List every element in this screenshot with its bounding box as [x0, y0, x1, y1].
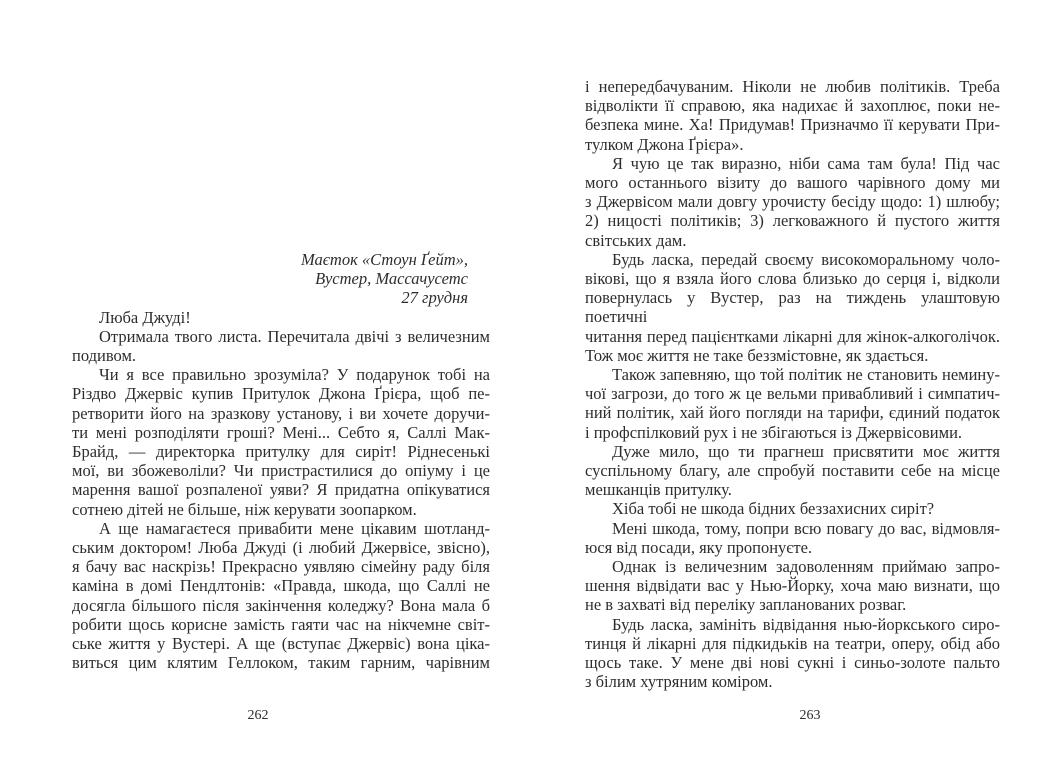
text-line: Чи я все правильно зрозуміла? У подарунок тобі на: [99, 365, 490, 385]
text-line: каміна в домі Пендлтонів: «Правда, шкода, що Саллі не: [72, 576, 490, 596]
paragraph: [585, 557, 1000, 615]
text-line: шення відвідати вас у Нью-Йорку, хоча маю визнати, що: [585, 576, 1000, 596]
paragraph: [72, 365, 490, 519]
paragraph: [585, 442, 1000, 500]
text-line: сотнею дітей не більше, ніж керувати зоопарком.: [72, 499, 417, 519]
text-line: юся від посади, яку пропонуєте.: [585, 537, 813, 557]
text-line: Хіба тобі не шкода бідних беззахисних сиріт?: [612, 499, 935, 519]
letter-date-line: 27 грудня: [401, 288, 468, 308]
text-line: мешканців притулку.: [585, 480, 732, 500]
page-left-text-column: [72, 250, 490, 672]
text-line: ретворити його на зразкову установу, і ви хочете доручи-: [72, 403, 490, 423]
text-line: повернулась у Вустер, раз на тиждень улаштовую поетичні: [585, 288, 1000, 327]
paragraph: [585, 615, 1000, 692]
text-line: суспільному благу, але спробуй поставити себе на місце: [585, 461, 1000, 481]
text-line: відволікти її справою, яка надихає й захоплює, поки не-: [585, 96, 1000, 116]
text-line: досягла більшого після закінчення коледжу? Вона мала б: [72, 595, 490, 615]
paragraph: [585, 519, 1000, 557]
paragraph: [72, 327, 490, 365]
paragraph: [585, 77, 1000, 154]
text-line: виться цим клятим Геллоком, таким гарним, чарівним: [72, 653, 490, 673]
text-line: Різдво Джервіс купив Притулок Джона Ґрієра, щоб пе-: [72, 384, 490, 404]
text-line: світських дам.: [585, 230, 687, 250]
text-line: Однак із величезним задоволенням приймаю запро-: [612, 557, 1000, 577]
text-line: з білим хутряним коміром.: [585, 672, 773, 692]
paragraph: [585, 154, 1000, 250]
paragraph: [585, 499, 1000, 518]
text-line: Також запевняю, що той політик не становить немину-: [612, 365, 1000, 385]
text-line: безпека мине. Ха! Придумав! Призначмо її керувати При-: [585, 115, 1000, 135]
text-line: ти мені розподіляти гроші? Мені... Себто я, Саллі Мак-: [72, 422, 490, 442]
text-line: Брайд, — директорка притулку для сиріт! Ріднесенькі: [72, 442, 490, 462]
text-line: А ще намагаєтеся привабити мене цікавим шотланд-: [99, 518, 490, 538]
page-right-text-column: [585, 77, 1000, 692]
text-line: не в захваті від переліку запланованих розваг.: [585, 595, 907, 615]
text-line: марення вашої розпаленої уяви? Я придатна опікуватися: [72, 480, 490, 500]
text-line: тинця й лікарні для підкидьків на театри, оперу, обід або: [585, 633, 1000, 653]
paragraph: [585, 365, 1000, 442]
letter-address-line: Вустер, Массачусетс: [315, 269, 468, 289]
text-line: Отримала твого листа. Перечитала двічі з величезним: [99, 326, 490, 346]
paragraph: [72, 308, 490, 327]
text-line: ське життя у Вустері. А ще (вступає Джервіс) вона ціка-: [72, 634, 490, 654]
page-number-right: 263: [799, 708, 821, 723]
text-line: щось таке. У мене дві нові сукні і синьо-золоте пальто: [585, 653, 1000, 673]
text-line: тулком Джона Ґрієра».: [585, 134, 744, 154]
text-line: 2) ницості політиків; 3) легковажного й пустого життя: [585, 211, 1000, 231]
text-line: Будь ласка, передай своєму високоморальному чоло-: [612, 249, 1000, 269]
page-right-paragraphs: [585, 77, 1000, 692]
text-line: і непередбачуваним. Ніколи не любив політиків. Треба: [585, 77, 1000, 96]
text-line: читання перед пацієнтками лікарні для жінок-алкоголічок.: [585, 326, 1000, 346]
text-line: подивом.: [72, 346, 137, 366]
text-line: Люба Джуді!: [99, 307, 191, 327]
text-line: з Джервісом мали довгу урочисту бесіду щодо: 1) шлюбу;: [585, 192, 1000, 212]
text-line: мого останнього візиту до вашого чарівного дому ми: [585, 173, 1000, 193]
text-line: Тож моє життя не таке беззмістовне, як здається.: [585, 345, 929, 365]
text-line: ським доктором! Люба Джуді (і любий Джервісе, звісно),: [72, 538, 490, 558]
text-line: я бачу вас наскрізь! Прекрасно уявляю сімейну раду біля: [72, 557, 490, 577]
text-line: вікові, що я взяла його слова близько до серця і, відколи: [585, 269, 1000, 289]
letter-address-line: Маєток «Стоун Ґейт»,: [300, 250, 468, 269]
text-line: мої, ви збожеволіли? Чи пристрастилися до опіуму і це: [72, 461, 490, 481]
text-line: ний політик, хай його погляди на тарифи, єдиний податок: [585, 403, 1000, 423]
text-line: Мені шкода, тому, попри всю повагу до вас, відмовля-: [612, 518, 1000, 538]
text-line: чої загрози, до того ж це вельми привабливий і симпатич-: [585, 384, 1000, 404]
page-left-paragraphs: [72, 308, 490, 673]
text-line: робити щось корисне замість гаяти час на нікчемне світ-: [72, 614, 490, 634]
text-line: Будь ласка, замініть відвідання нью-йоркського сиро-: [612, 614, 1000, 634]
text-line: Я чую це так виразно, ніби сама там була! Під час: [612, 153, 1000, 173]
text-line: і профспілковий рух і не збігаються із Джервісовими.: [585, 422, 963, 442]
paragraph: [585, 250, 1000, 365]
letter-address-block: [72, 250, 490, 308]
text-line: Дуже мило, що ти прагнеш присвятити моє життя: [612, 441, 1000, 461]
paragraph: [72, 519, 490, 673]
page-number-left: 262: [247, 708, 269, 723]
